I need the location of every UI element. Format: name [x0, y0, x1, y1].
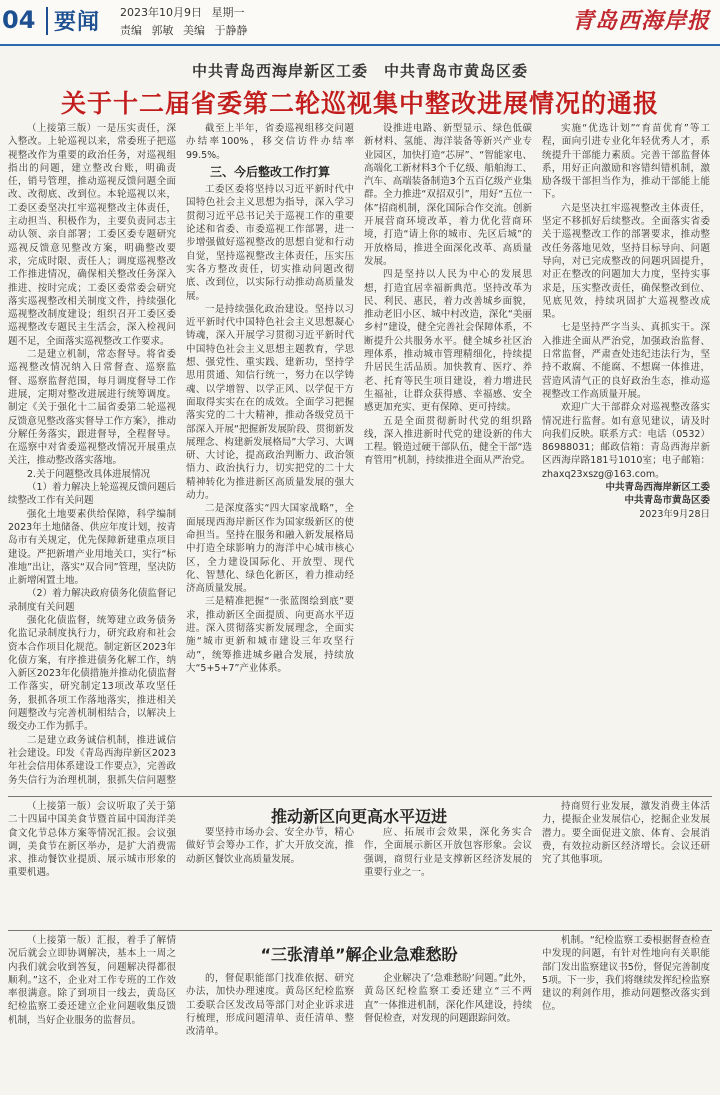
paragraph: 机制。“纪检监察工委根据督查检查中发现的问题，有针对性地向有关职能部门发出监察建议书5份，督促完善制度5项。下一步，我们将继续发挥纪检监察建议的利剑作用，推动问题整改落实到位。 [542, 935, 710, 1013]
paragraph: 实施“优选计划”“育苗优育”等工程，面向引进专业化年轻优秀人才，系统提升干部能力素质。完善干部监督体系，用好正向激励和容错纠错机制，激励各级干部担当作为，推动干部能上能下。 [542, 123, 710, 201]
paragraph: 强化化债监督，统筹建立政务债务化监记录制度执行力，研究政府和社会资本合作项目化规范。制定新区2023年化债方案，有序推进债务化解工作，纳入新区2023年化债措施并推动化债监督工作落实，研究制定13项改革攻坚任务，狠抓各项工作落地落实，推进相关问题整改与完善机制相结合，以解决上级交办工作为抓手。 [8, 614, 176, 733]
masthead-divider [46, 7, 48, 35]
dateline [120, 4, 251, 20]
paragraph: 2.关于问题整改具体进展情况 [27, 468, 151, 480]
paragraph: 欢迎广大干部群众对巡视整改落实情况进行监督。如有意见建议，请及时向我们反映。联系方式：电话（0532）86988031；邮政信箱：青岛西海岸新区西海岸路181号1010室；电子邮箱：zhaxq23xszg@163.com。 [542, 402, 710, 480]
editor-credits [120, 22, 254, 38]
article-headline: 关于十二届省委第二轮巡视集中整改进展情况的通报 [60, 89, 659, 118]
paragraph: （上接第一版）汇报，着手了解情况后就会立即协调解决，基本上一周之内我们就会收到答复，问题解决得都很顺利。”这不，企业对工作专班的工作效率很满意。除了到项目一线去，黄岛区纪检监察工委还建立企业问题收集反馈机制，当好企业服务的监督员。 [8, 935, 176, 1026]
designer-role: 美编 [183, 24, 205, 37]
paragraph: 五是全面贯彻新时代党的组织路线，深入推进新时代党的建设新的伟大工程。锻造过硬干部队伍，健全干部“选育管用”机制，持续推进全面从严治党。 [364, 415, 532, 467]
secondary-story [8, 800, 712, 926]
story-middle [186, 826, 532, 926]
issue-weekday: 星期一 [211, 6, 245, 19]
story-title: “三张清单”解企业急难愁盼 [260, 945, 458, 964]
story-column [542, 934, 710, 1094]
article-column-4 [542, 122, 710, 788]
story-column [186, 826, 354, 926]
story-column [364, 826, 532, 926]
paragraph: 企业解决了‘急难愁盼’问题。”此外，黄岛区纪检监察工委还建立“三不两直”一体推进机制，深化作风建设，持续督促检查，对发现的问题跟踪问效。 [364, 973, 532, 1024]
article-column-3 [364, 122, 532, 788]
paragraph: 七是坚持严字当头、真抓实干。深入推进全面从严治党，加强政治监督、日常监督，严肃查处违纪违法行为，坚持不敢腐、不能腐、不想腐一体推进，营造风清气正的良好政治生态，推动巡视整改工作高质量开展。 [542, 322, 710, 400]
article-column-2 [186, 122, 354, 788]
paragraph: 持商贸行业发展，激发消费主体活力，提振企业发展信心，挖掘企业发展潜力。要全面促进文旅、体育、会展消费，有效拉动新区经济增长。会议还研究了其他事项。 [542, 801, 710, 866]
divider [8, 796, 712, 797]
designer-name: 于静静 [214, 24, 248, 37]
paragraph: 一是持续强化政治建设。坚持以习近平新时代中国特色社会主义思想凝心铸魂，深入开展学习贯彻习近平新时代中国特色社会主义思想主题教育，学思想、强党性、重实践、建新功，坚持学思用贯通、知信行统一，努力在以学铸魂、以学增智、以学正风、以学促干方面取得实实在在的成效。全面学习把握落实党的二十大精神，推动各级党员干部深入开展“把握新发展阶段、贯彻新发展理念、构建新发展格局”大学习、大调研、大讨论，提高政治判断力、政治领悟力、政治执行力，切实把党的二十大精神转化为推进新区高质量发展的强大动力。 [186, 303, 354, 502]
story-column [8, 934, 176, 1094]
signature-date: 2023年9月28日 [639, 508, 710, 520]
paragraph: 二是建立机制，常态督导。将省委巡视整改情况纳入日常督查、巡察监督、巡察监督范围，每月调度督导工作进展，定期对整改进展进行统筹调度。制定《关于强化十二届省委第二轮巡视反馈意见整改落实督导工作方案》，推动分解任务落实，跟进督导，全程督导。在巡察中对省委巡视整改情况开展重点关注，推动整改落实落地。 [8, 349, 176, 467]
signature-org: 中共青岛西海岸新区工委 [605, 482, 710, 494]
main-article [8, 122, 712, 788]
story-middle [186, 972, 532, 1094]
page-number: 04 [2, 6, 36, 34]
paragraph: （1）着力解决上轮巡视反馈问题后续整改工作有关问题 [8, 482, 176, 507]
paragraph: 要坚持市场办会、安全办节，精心做好节会筹办工作，扩大开放交流，推动新区餐饮业高质量发展。 [186, 827, 354, 865]
paragraph: 强化土地要素供给保障，科学编制2023年土地储备、供应年度计划，按青岛市有关规定，优先保障新建重点项目建设。严把新增产业用地关口，实行“标准地”出让，落实“双合同”管理，坚决防止新增闲置土地。 [8, 508, 176, 587]
issue-date: 2023年10月9日 [120, 6, 202, 19]
paragraph: 三是精准把握“一张蓝图绘到底”要求，推动新区全面提质、向更高水平迈进。深入贯彻落实新发展理念，全面实施“城市更新和城市建设三年攻坚行动”，统筹推进城乡融合发展，持续放大“5+5+7”产业体系。 [186, 596, 354, 674]
paragraph: 设推进电路、新型显示、绿色低碳新材料、氢能、海洋装备等新兴产业专业园区，加快打造“芯屏”、“智能家电、高端化工新材料3个千亿级、船舶海工、汽车、高端装备制造3个五百亿级产业集群。全力推进“双招双引”，用好“五位一体”招商机制，深化国际合作交流。创新开展营商环境改革，着力优化营商环境，打造“请上你的城市、先区后城”的开放格局，推进全面深化改革、高质量发展。 [364, 123, 532, 267]
editor-role: 责编 [120, 24, 142, 37]
paragraph: 工委区委将坚持以习近平新时代中国特色社会主义思想为指导，深入学习贯彻习近平总书记关于巡视工作的重要论述和省委、市委巡视工作部署，进一步增强做好巡视整改的思想自觉和行动自觉，坚持巡视整改主体责任，压实压实各方整改责任，切实推动问题改彻底、改到位，以实际行动推动高质量发展。 [186, 184, 354, 302]
divider [8, 930, 712, 931]
section-heading: 三、今后整改工作打算 [209, 164, 330, 179]
story-column [8, 800, 176, 926]
paragraph: 的，督促职能部门找准依据、研究办法，加快办理速度。黄岛区纪检监察工委联合区发改局等部门对企业诉求进行梳理，形成问题清单、责任清单、整改清单。 [186, 973, 354, 1038]
story-column [542, 800, 710, 926]
signature-org: 中共青岛市黄岛区委 [624, 495, 710, 507]
story-title: 推动新区向更高水平迈进 [270, 807, 447, 826]
article-subhead: 中共青岛西海岸新区工委 中共青岛市黄岛区委 [191, 62, 528, 80]
paragraph: （上接第一版）会议听取了关于第二十四届中国美食节暨首届中国海洋美食文化节总体方案等情况汇报。会议强调，美食节在新区举办，是扩大消费需求、推动餐饮业提质、展示城市形象的重要机遇。 [8, 801, 176, 879]
story-column [186, 972, 354, 1094]
paragraph: （上接第三版）一是压实责任，深入整改。上轮巡视以来，常委班子把巡视整改作为重要的政治任务，对巡视组指出的问题，建立整改台账，明确责任，销号管理，推动巡视反馈问题全面改、改彻底、改到位。本轮巡视以来，工委区委坚决扛牢巡视整改主体责任，主动担当、积极作为，主要负责同志主动认领、亲自部署；工委区委专题研究巡视反馈意见整改方案，明确整改要求，完成时限、责任人；调度巡视整改工作推进情况，确保相关整改任务深入推进、按时完成；工委区委常委会研究落实巡视整改相关制度文件，持续强化巡视整改制度建设；组织召开工委区委巡视整改专题民主生活会，深入检视问题不足，全面落实巡视整改工作要求。 [8, 123, 176, 347]
paragraph: 截至上半年，省委巡视组移交问题办结率100%，移交信访件办结率99.5%。 [186, 123, 354, 161]
paragraph: 应、拓展市会效果，深化务实合作，全面展示新区开放包容形象。会议强调，商贸行业是支撑新区经济发展的重要行业之一。 [364, 827, 532, 878]
tertiary-story [8, 934, 712, 1094]
paragraph: （2）着力解决政府债务化债监督记录制度有关问题 [8, 588, 176, 613]
editor-name: 郭敏 [151, 24, 174, 37]
newspaper-logo: 青岛西海岸报 [571, 8, 710, 34]
paragraph: 六是坚决扛牢巡视整改主体责任，坚定不移抓好后续整改。全面落实省委关于巡视整改工作的部署要求，推动整改任务落地见效，坚持目标导向、问题导向，对已完成整改的问题巩固提升，对正在整改的问题加大力度，坚持实事求是，压实整改责任，确保整改到位、见底见效，持续巩固扩大巡视整改成果。 [542, 202, 710, 321]
paragraph: 四是坚持以人民为中心的发展思想，打造宜居幸福新典范。坚持改革为民、利民、惠民，着力改善城乡面貌，推动老旧小区、城中村改造，深化“美丽乡村”建设，健全完善社会保障体系，不断提升公共服务水平。健全城乡社区治理体系，推动城市管理精细化，持续提升居民生活品质。加快教育、医疗、养老、托育等民生项目建设，着力增进民生福祉，让群众获得感、幸福感、安全感更加充实、更有保障、更可持续。 [364, 269, 532, 414]
article-column-1 [8, 122, 176, 788]
paragraph: 二是深度落实“四大国家战略”，全面展现西海岸新区作为国家级新区的使命担当。坚持在服务和融入新发展格局中打造全球影响力的海洋中心城市核心区，全力建设国际化、开放型、现代化、智慧化、绿色化新区，着力推动经济高质量发展。 [186, 503, 354, 595]
masthead [0, 0, 720, 46]
paragraph: 二是建立政务诚信机制，推进诚信社会建设。印发《青岛西海岸新区2023年社会信用体系建设工作要点》，完善政务失信行为治理机制，狠抓失信问题整 [8, 734, 176, 786]
story-column [364, 972, 532, 1094]
section-name: 要闻 [54, 10, 101, 35]
